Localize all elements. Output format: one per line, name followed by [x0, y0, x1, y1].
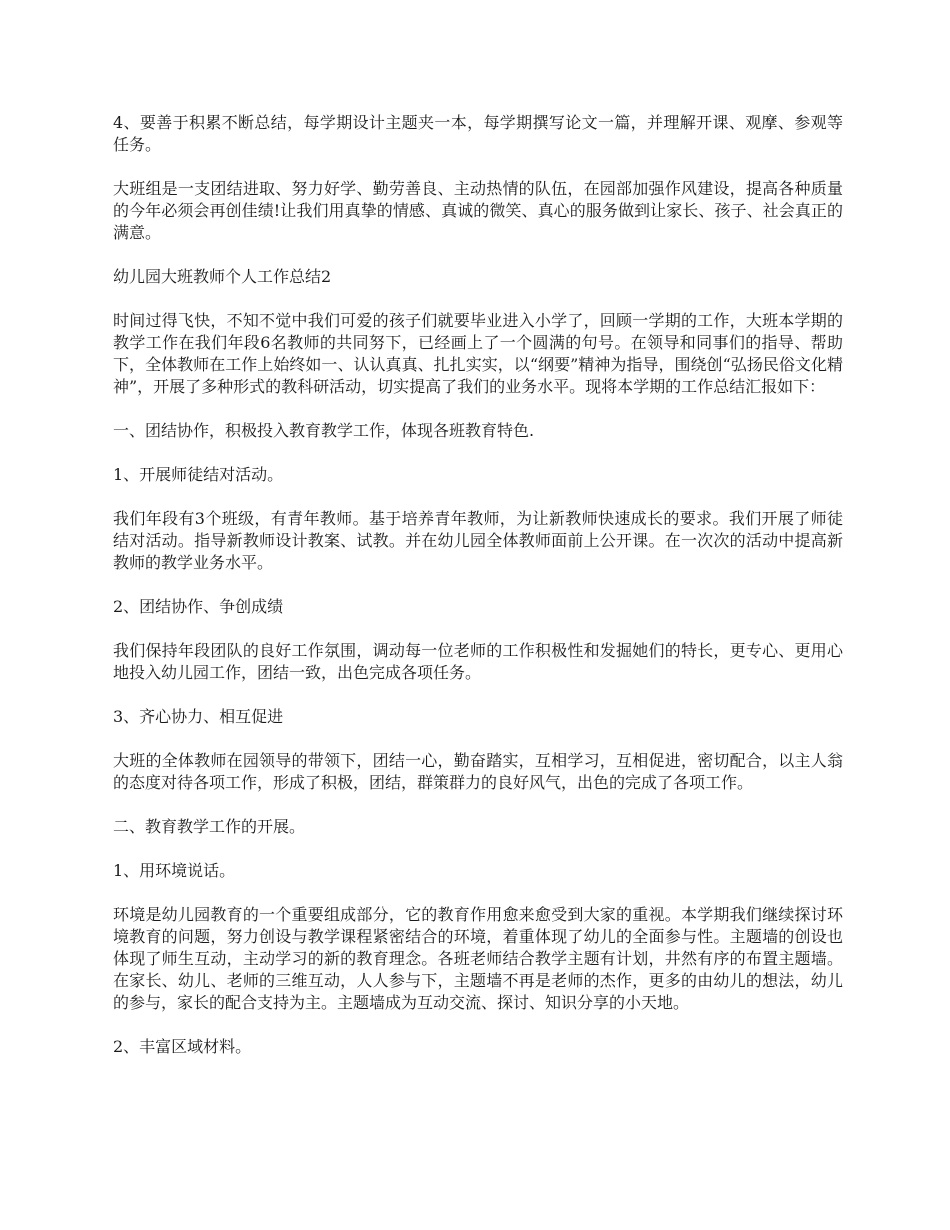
section-heading: 一、团结协作，积极投入教育教学工作，体现各班教育特色.	[113, 421, 535, 440]
subsection-heading: 3、齐心协力、相互促进	[113, 707, 284, 726]
subsection-heading: 1、开展师徒结对活动。	[113, 465, 284, 484]
paragraph: 4、要善于积累不断总结，每学期设计主题夹一本，每学期撰写论文一篇，并理解开课、观摩、参观等任务。	[113, 113, 843, 154]
section-heading: 二、教育教学工作的开展。	[113, 817, 306, 836]
paragraph: 大班的全体教师在园领导的带领下，团结一心，勤奋踏实，互相学习，互相促进，密切配合，以主人翁的态度对待各项工作，形成了积极，团结，群策群力的良好风气，出色的完成了各项工作。	[113, 751, 843, 792]
subsection-heading: 2、丰富区域材料。	[113, 1037, 252, 1056]
subsection-heading: 2、团结协作、争创成绩	[113, 597, 284, 616]
subsection-heading: 1、用环境说话。	[113, 861, 236, 880]
paragraph: 时间过得飞快，不知不觉中我们可爱的孩子们就要毕业进入小学了，回顾一学期的工作，大班本学期的教学工作在我们年段6名教师的共同努下，已经画上了一个圆满的句号。在领导和同事们的指导、帮助下，全体教师在工作上始终如一、认认真真、扎扎实实，以“纲要”精神为指导，围绕创“弘扬民俗文化精神”，开展了多种形式的教科研活动，切实提高了我们的业务水平。现将本学期的工作总结汇报如下：	[113, 311, 843, 396]
paragraph: 我们年段有3个班级，有青年教师。基于培养青年教师，为让新教师快速成长的要求。我们开展了师徒结对活动。指导新教师设计教案、试教。并在幼儿园全体教师面前上公开课。在一次次的活动中提高新教师的教学业务水平。	[113, 509, 843, 572]
paragraph: 我们保持年段团队的良好工作氛围，调动每一位老师的工作积极性和发掘她们的特长，更专心、更用心地投入幼儿园工作，团结一致，出色完成各项任务。	[113, 641, 843, 682]
paragraph: 大班组是一支团结进取、努力好学、勤劳善良、主动热情的队伍，在园部加强作风建设，提高各种质量的今年必须会再创佳绩!让我们用真挚的情感、真诚的微笑、真心的服务做到让家长、孩子、社会真正的满意。	[113, 179, 843, 242]
document-body	[113, 112, 843, 1080]
section-title: 幼儿园大班教师个人工作总结2	[113, 267, 332, 286]
paragraph: 环境是幼儿园教育的一个重要组成部分，它的教育作用愈来愈受到大家的重视。本学期我们继续探讨环境教育的问题，努力创设与教学课程紧密结合的环境，着重体现了幼儿的全面参与性。主题墙的创设也体现了师生互动，主动学习的新的教育理念。各班老师结合教学主题有计划，井然有序的布置主题墙。在家长、幼儿、老师的三维互动，人人参与下，主题墙不再是老师的杰作，更多的由幼儿的想法，幼儿的参与，家长的配合支持为主。主题墙成为互动交流、探讨、知识分享的小天地。	[113, 905, 843, 1012]
